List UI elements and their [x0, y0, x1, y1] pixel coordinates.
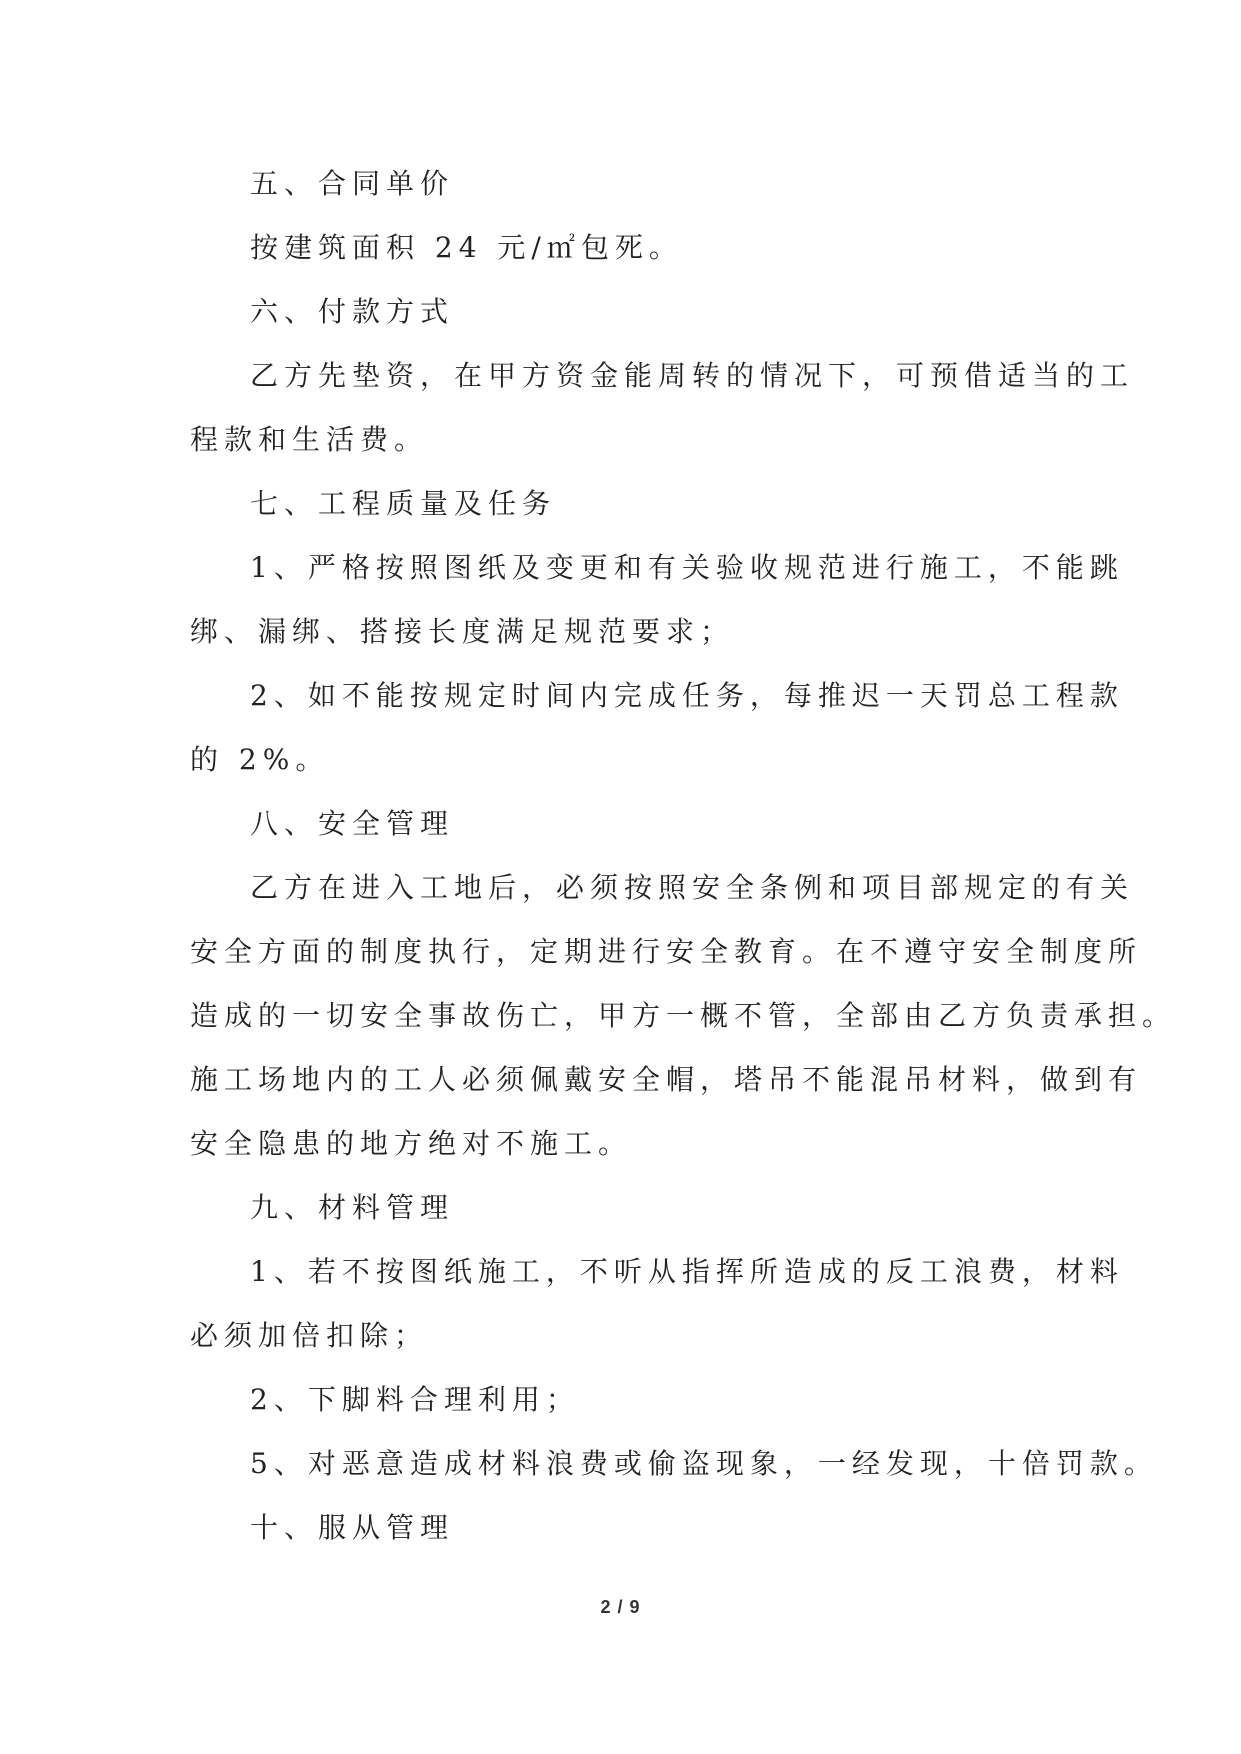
paragraph-line: 绑、漏绑、搭接长度满足规范要求； — [190, 615, 735, 648]
paragraph-line: 乙方先垫资，在甲方资金能周转的情况下，可预借适当的工 — [250, 359, 1135, 392]
paragraph-line: 造成的一切安全事故伤亡，甲方一概不管，全部由乙方负责承担。 — [190, 999, 1177, 1032]
paragraph-line: 5、对恶意造成材料浪费或偷盗现象，一经发现，十倍罚款。 — [250, 1447, 1158, 1480]
paragraph-line: 乙方在进入工地后，必须按照安全条例和项目部规定的有关 — [250, 871, 1135, 904]
paragraph-line: 按建筑面积 24 元/㎡包死。 — [250, 231, 683, 264]
paragraph-line: 安全方面的制度执行，定期进行安全教育。在不遵守安全制度所 — [190, 935, 1143, 968]
paragraph-line: 必须加倍扣除； — [190, 1319, 429, 1352]
paragraph-line: 安全隐患的地方绝对不施工。 — [190, 1127, 633, 1160]
section-heading-10: 十、服从管理 — [250, 1511, 455, 1544]
section-heading-6: 六、付款方式 — [250, 295, 455, 328]
paragraph-line: 的 2%。 — [190, 743, 330, 776]
paragraph-line: 1、严格按照图纸及变更和有关验收规范进行施工，不能跳 — [250, 551, 1124, 584]
paragraph-line: 2、如不能按规定时间内完成任务，每推迟一天罚总工程款 — [250, 679, 1124, 712]
paragraph-line: 1、若不按图纸施工，不听从指挥所造成的反工浪费，材料 — [250, 1255, 1124, 1288]
section-heading-7: 七、工程质量及任务 — [250, 487, 557, 520]
paragraph-line: 2、下脚料合理利用； — [250, 1383, 580, 1416]
section-heading-5: 五、合同单价 — [250, 167, 455, 200]
paragraph-line: 程款和生活费。 — [190, 423, 429, 456]
page-number: 2 / 9 — [600, 1597, 641, 1617]
section-heading-8: 八、安全管理 — [250, 807, 455, 840]
section-heading-9: 九、材料管理 — [250, 1191, 455, 1224]
paragraph-line: 施工场地内的工人必须佩戴安全帽，塔吊不能混吊材料，做到有 — [190, 1063, 1143, 1096]
